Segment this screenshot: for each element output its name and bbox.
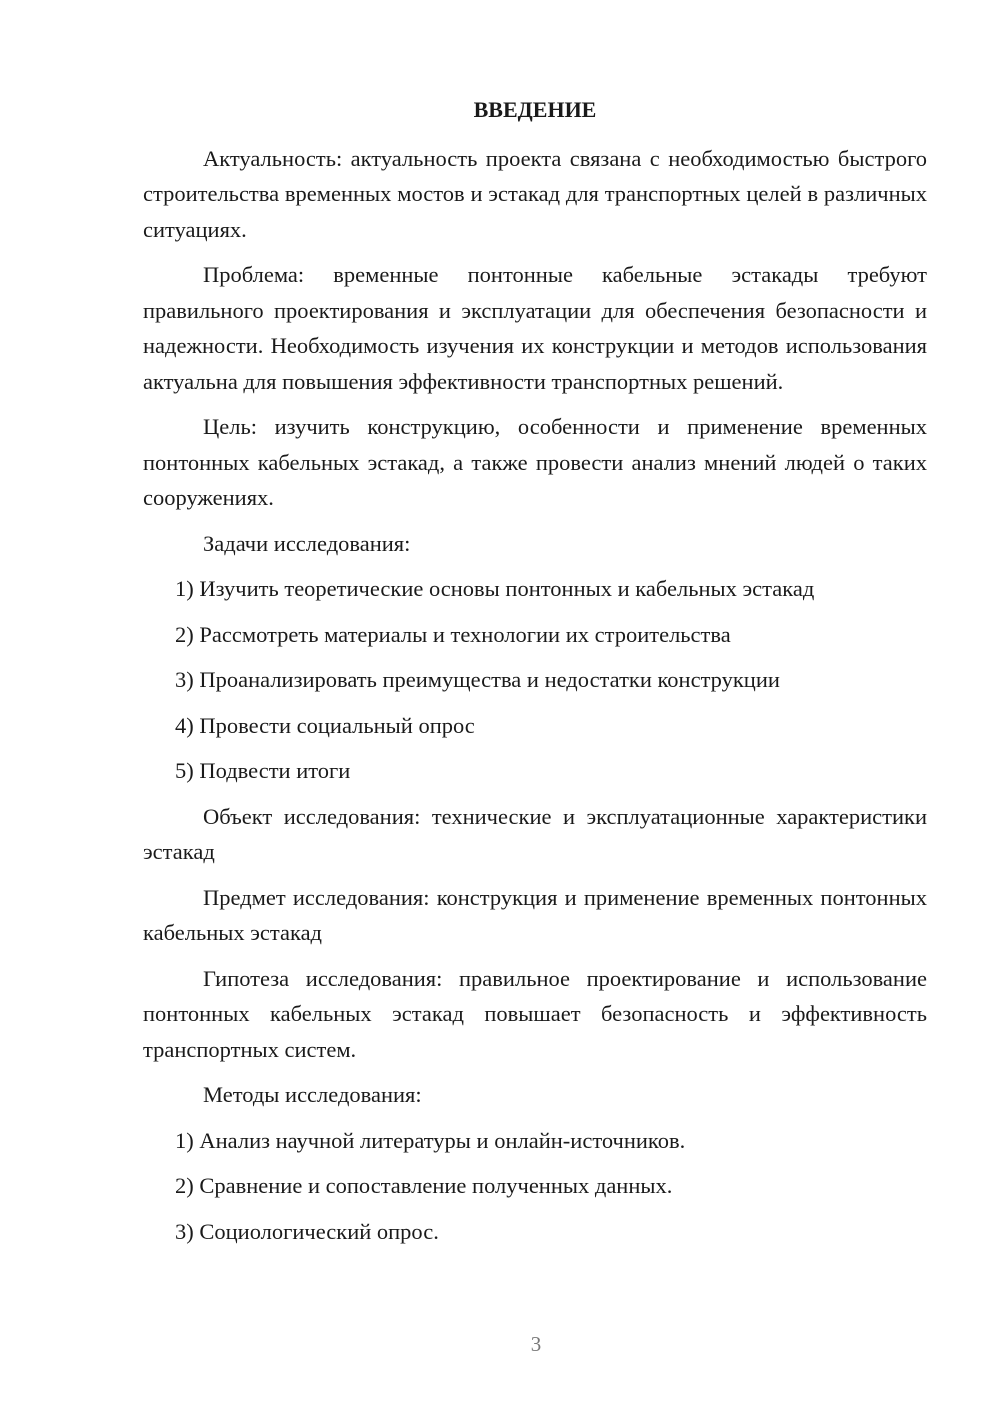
list-item: 1) Изучить теоретические основы понтонных и кабельных эстакад bbox=[175, 576, 815, 601]
list-item: 2) Рассмотреть материалы и технологии их строительства bbox=[175, 621, 731, 647]
page-title: ВВЕДЕНИЕ bbox=[473, 97, 597, 122]
list-item: 3) Проанализировать преимущества и недостатки конструкции bbox=[175, 667, 780, 692]
problem-paragraph: Проблема: временные понтонные кабельные эстакады требуют правильного проектирования и эксплуатации для обеспечения безопасности и надежности. Необходимость изучения их конструкции и методов использования актуальна для повышения эффективности транспортных решений. bbox=[143, 262, 927, 394]
relevance-paragraph: Актуальность: актуальность проекта связана с необходимостью быстрого строительства временных мостов и эстакад для транспортных целей в различных ситуациях. bbox=[143, 145, 927, 242]
object-paragraph: Объект исследования: технические и эксплуатационные характеристики эстакад bbox=[143, 803, 927, 864]
page-number: 3 bbox=[530, 1332, 542, 1356]
hypothesis-paragraph: Гипотеза исследования: правильное проектирование и использование понтонных кабельных эстакад повышает безопасность и эффективность транспортных систем. bbox=[143, 965, 927, 1062]
list-item: 3) Социологический опрос. bbox=[175, 1218, 439, 1244]
list-item: 5) Подвести итоги bbox=[175, 758, 351, 783]
list-item: 1) Анализ научной литературы и онлайн-источников. bbox=[175, 1127, 686, 1153]
document-page bbox=[143, 92, 927, 1259]
tasks-heading: Задачи исследования: bbox=[203, 530, 411, 556]
goal-paragraph: Цель: изучить конструкцию, особенности и применение временных понтонных кабельных эстакад, а также провести анализ мнений людей о таких сооружениях. bbox=[143, 414, 927, 510]
subject-paragraph: Предмет исследования: конструкция и применение временных понтонных кабельных эстакад bbox=[143, 884, 927, 945]
methods-heading: Методы исследования: bbox=[203, 1082, 422, 1107]
list-item: 2) Сравнение и сопоставление полученных данных. bbox=[175, 1173, 673, 1198]
list-item: 4) Провести социальный опрос bbox=[175, 712, 475, 738]
